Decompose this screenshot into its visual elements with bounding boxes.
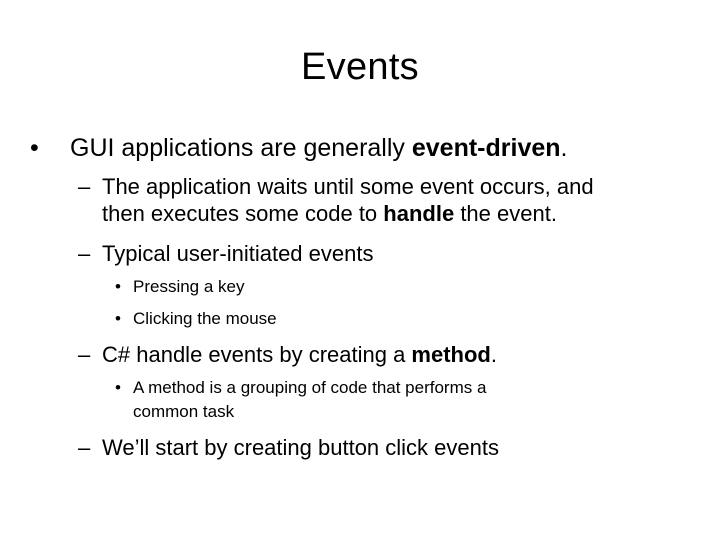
bullet-marker: • bbox=[115, 309, 121, 328]
bullet-text: GUI applications are generally bbox=[70, 134, 412, 162]
bullet-marker: • bbox=[30, 134, 39, 162]
sub-bullet-text: Typical user-initiated events bbox=[102, 241, 374, 266]
bullet-marker: • bbox=[115, 277, 121, 296]
sub-bullet-waits-cont bbox=[102, 200, 557, 227]
sub-sub-bullet-text: Clicking the mouse bbox=[133, 309, 277, 328]
sub-bullet-text: C# handle events by creating a bbox=[102, 342, 412, 367]
sub-sub-bullet-method-def bbox=[115, 377, 487, 399]
sub-bullet-line-2-end: the event. bbox=[454, 201, 557, 226]
sub-sub-bullet-mouse bbox=[115, 308, 277, 330]
sub-bullet-waits bbox=[78, 173, 594, 200]
sub-sub-bullet-key bbox=[115, 276, 245, 298]
sub-bullet-text-end: . bbox=[490, 342, 497, 367]
sub-bullet-method bbox=[78, 341, 497, 368]
dash-marker: – bbox=[78, 342, 91, 367]
dash-marker: – bbox=[78, 241, 91, 266]
bullet-event-driven bbox=[30, 133, 568, 163]
sub-sub-bullet-line-2: common task bbox=[133, 402, 235, 421]
bullet-bold-text: event-driven bbox=[411, 134, 561, 162]
sub-bullet-line-1: The application waits until some event occurs, and bbox=[102, 174, 594, 199]
sub-sub-bullet-text: Pressing a key bbox=[133, 277, 245, 296]
slide-title: Events bbox=[301, 46, 419, 88]
sub-bullet-bold-text: handle bbox=[383, 201, 455, 226]
dash-marker: – bbox=[78, 174, 91, 199]
bullet-text-end: . bbox=[560, 134, 568, 162]
sub-sub-bullet-method-def-cont bbox=[133, 401, 234, 423]
bullet-marker: • bbox=[115, 378, 121, 397]
sub-bullet-line-2: then executes some code to bbox=[102, 201, 384, 226]
dash-marker: – bbox=[78, 435, 91, 460]
sub-bullet-text: We’ll start by creating button click events bbox=[102, 435, 499, 460]
sub-bullet-bold-text: method bbox=[411, 342, 491, 367]
sub-bullet-button-click bbox=[78, 434, 499, 461]
sub-bullet-typical bbox=[78, 240, 374, 267]
sub-sub-bullet-line-1: A method is a grouping of code that performs a bbox=[133, 378, 487, 397]
